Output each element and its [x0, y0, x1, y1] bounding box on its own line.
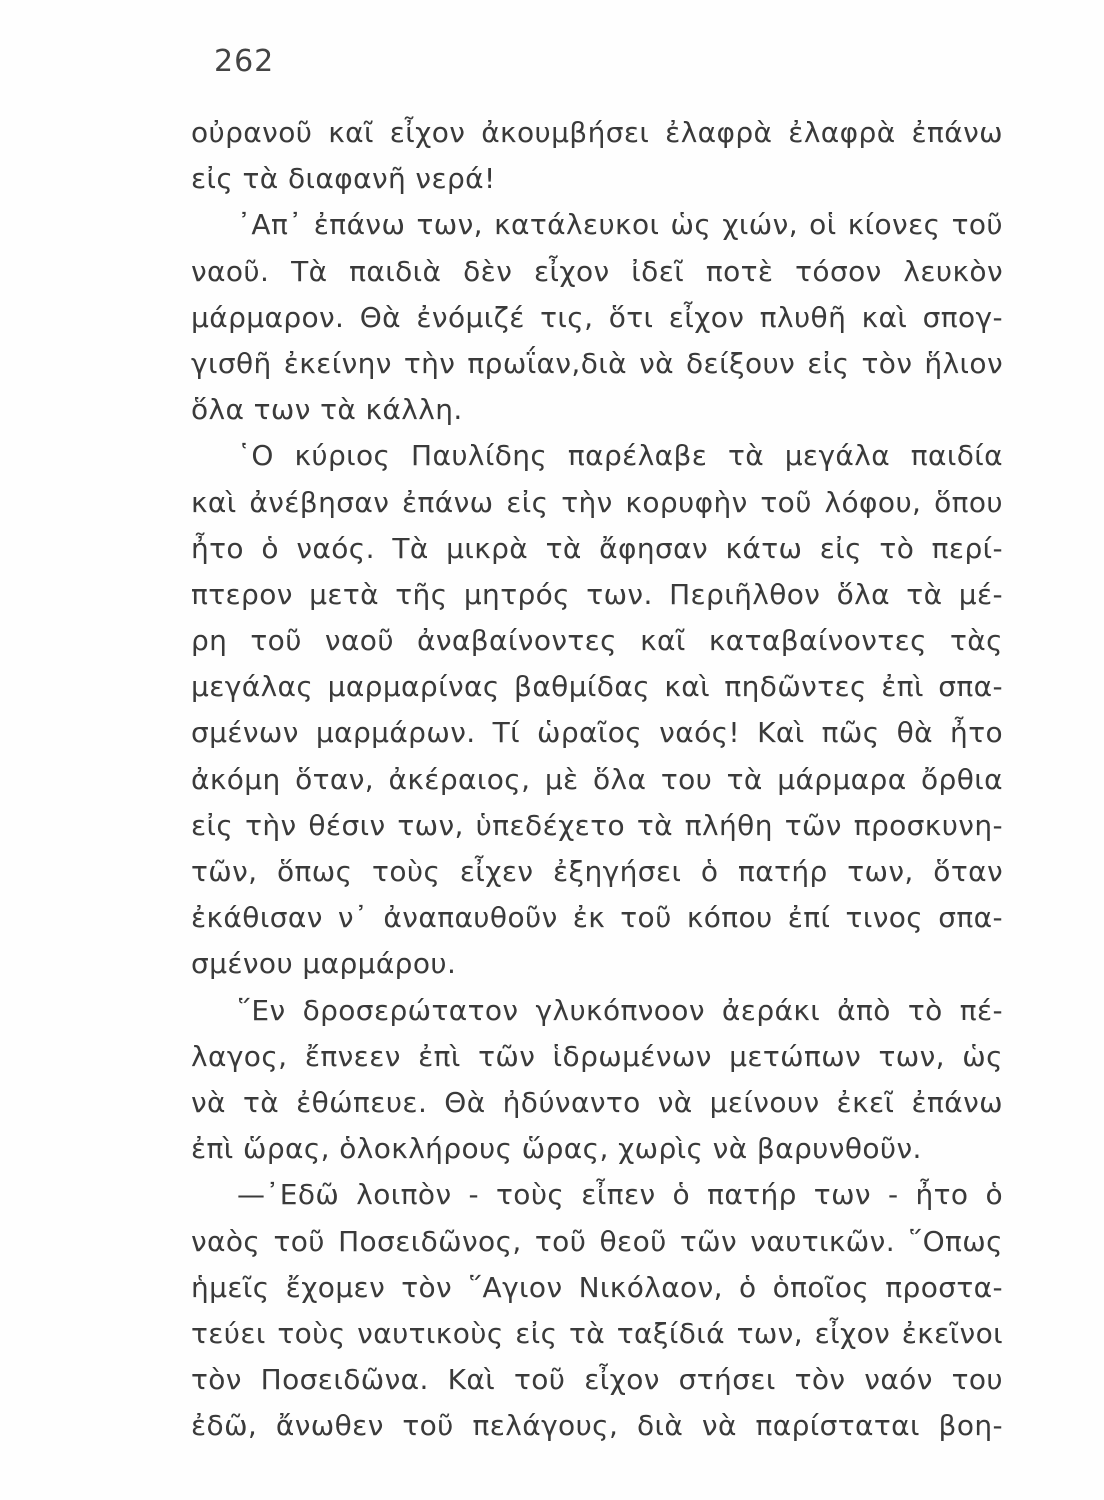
paragraph-start-line: —᾿Εδῶ λοιπὸν - τοὺς εἶπεν ὁ πατήρ των - ἦτο ὁ	[237, 1178, 1003, 1212]
text-line: ναὸς τοῦ Ποσειδῶνος, τοῦ θεοῦ τῶν ναυτικῶν. ῞Οπως	[191, 1224, 1003, 1258]
text-line: μάρμαρον. Θὰ ἐνόμιζέ τις, ὅτι εἶχον πλυθῆ καὶ σπογ-	[191, 300, 1003, 334]
text-line: τῶν, ὅπως τοὺς εἶχεν ἐξηγήσει ὁ πατήρ των, ὅταν	[191, 855, 1003, 888]
body-text	[191, 110, 1003, 1449]
text-line: ἐπὶ ὥρας, ὁλοκλήρους ὥρας, χωρὶς νὰ βαρυνθοῦν.	[191, 1132, 922, 1166]
text-line: τεύει τοὺς ναυτικοὺς εἰς τὰ ταξίδιά των, εἶχον ἐκεῖνοι	[191, 1316, 1003, 1350]
text-line: λαγος, ἔπνεεν ἐπὶ τῶν ἱδρωμένων μετώπων των, ὡς	[191, 1039, 1003, 1073]
text-line: καὶ ἀνέβησαν ἐπάνω εἰς τὴν κορυφὴν τοῦ λόφου, ὅπου	[191, 485, 1003, 519]
paragraph-start-line: ᾿Απ᾿ ἐπάνω των, κατάλευκοι ὡς χιών, οἱ κίονες τοῦ	[237, 208, 1003, 242]
text-line: ἦτο ὁ ναός. Τὰ μικρὰ τὰ ἄφησαν κάτω εἰς τὸ περί-	[191, 531, 1003, 565]
text-line: γισθῆ ἐκείνην τὴν πρωΐαν,διὰ νὰ δείξουν εἰς τὸν ἥλιον	[191, 346, 1003, 380]
text-line: ἐκάθισαν ν᾿ ἀναπαυθοῦν ἐκ τοῦ κόπου ἐπί τινος σπα-	[191, 901, 1003, 935]
text-line: οὐρανοῦ καῖ εἶχον ἀκουμβήσει ἐλαφρὰ ἐλαφρὰ ἐπάνω	[191, 116, 1003, 149]
text-line: τὸν Ποσειδῶνα. Καὶ τοῦ εἶχον στήσει τὸν ναόν του	[191, 1363, 1003, 1397]
text-line: ἐδῶ, ἄνωθεν τοῦ πελάγους, διὰ νὰ παρίσταται βοη-	[191, 1409, 1003, 1443]
paragraph-start-line: ῾Ο κύριος Παυλίδης παρέλαβε τὰ μεγάλα παιδία	[237, 439, 1003, 473]
text-line: ὅλα των τὰ κάλλη.	[191, 393, 463, 427]
text-line: πτερον μετὰ τῆς μητρός των. Περιῆλθον ὅλα τὰ μέ-	[191, 577, 1003, 611]
text-line: εἰς τὰ διαφανῆ νερά!	[191, 162, 496, 196]
text-line: ἡμεῖς ἔχομεν τὸν ῞Αγιον Νικόλαον, ὁ ὁποῖος προστα-	[191, 1270, 1003, 1304]
page-number: 262	[214, 44, 275, 79]
text-line: νὰ τὰ ἐθώπευε. Θὰ ἠδύναντο νὰ μείνουν ἐκεῖ ἐπάνω	[191, 1085, 1003, 1119]
text-line: σμένου μαρμάρου.	[191, 947, 457, 981]
paragraph-start-line: ῞Εν δροσερώτατον γλυκόπνοον ἀεράκι ἀπὸ τὸ πέ-	[237, 993, 1003, 1027]
text-line: εἰς τὴν θέσιν των, ὑπεδέχετο τὰ πλήθη τῶν προσκυνη-	[191, 808, 1003, 842]
text-line: σμένων μαρμάρων. Τί ὡραῖος ναός! Καὶ πῶς θὰ ἦτο	[191, 716, 1003, 750]
text-line: ἀκόμη ὅταν, ἀκέραιος, μὲ ὅλα του τὰ μάρμαρα ὄρθια	[191, 762, 1003, 796]
text-line: μεγάλας μαρμαρίνας βαθμίδας καὶ πηδῶντες ἐπὶ σπα-	[191, 670, 1003, 704]
text-line: ρη τοῦ ναοῦ ἀναβαίνοντες καῖ καταβαίνοντες τὰς	[191, 624, 1003, 658]
text-line: ναοῦ. Τὰ παιδιὰ δὲν εἶχον ἰδεῖ ποτὲ τόσον λευκὸν	[191, 254, 1003, 288]
